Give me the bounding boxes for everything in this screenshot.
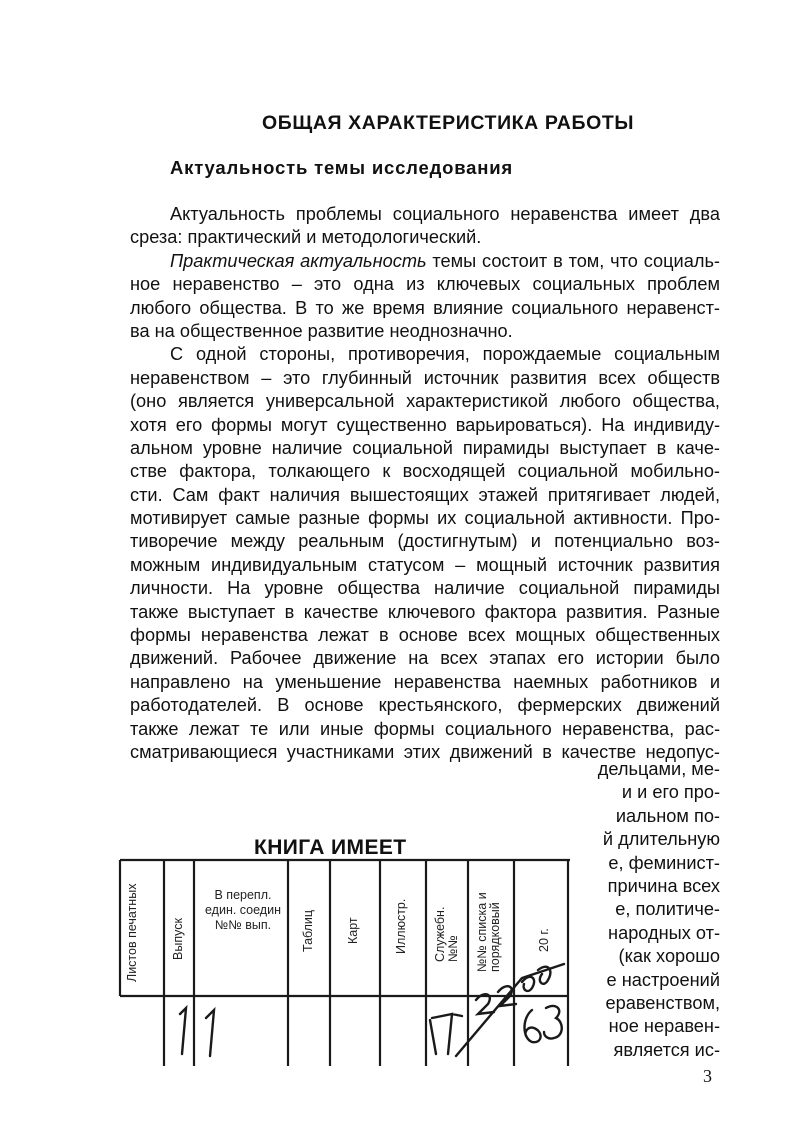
text-line: работодателей. В основе крестьянского, фермерских движений — [130, 695, 720, 716]
text-line-rest: темы состоит в том, что социаль- — [426, 250, 720, 271]
text-fragment: е, политиче- — [615, 899, 720, 920]
text-fragment: причина всех — [607, 875, 720, 896]
text-fragment: (как хорошо — [618, 946, 720, 967]
text-fragment: является ис- — [613, 1039, 720, 1060]
text-line: стве фактора, толкающего к восходящей социальной мобильно- — [130, 461, 720, 482]
stamp-title: КНИГА ИМЕЕТ — [254, 836, 407, 859]
text-line: сматривающиеся участниками этих движений в качестве недопус- — [130, 741, 720, 762]
text-line: также лежат те или иные формы социального неравенства, рас- — [130, 718, 720, 739]
text-line: ное неравенство – это одна из ключевых социальных проблем — [130, 274, 720, 295]
text-line: среза: практический и методологический. — [130, 227, 482, 248]
col-label: Листов печатных — [125, 883, 139, 982]
handwritten-marks — [180, 964, 564, 1056]
hw-diagonal-stroke — [456, 964, 564, 1056]
hw-mark-3 — [430, 1014, 462, 1054]
col-label: Выпуск — [171, 918, 185, 960]
text-fragment: дельцами, ме- — [597, 759, 720, 779]
text-line: также выступает в качестве ключевого фактора развития. Разные — [130, 601, 720, 622]
text-fragment: и и его про- — [621, 782, 720, 803]
body-text — [130, 203, 720, 764]
col-label: Иллюстр. — [394, 898, 408, 954]
page-number: 3 — [703, 1066, 712, 1086]
text-line-italic-lead — [130, 250, 720, 273]
text-line: сти. Сам факт наличия вышестоящих этажей притягивает людей, — [130, 484, 720, 505]
text-line: направлено на уменьшение неравенства наемных работников и — [130, 671, 720, 692]
section-subheading: Актуальность темы исследования — [170, 157, 513, 178]
text-fragment: й длительную — [602, 829, 720, 850]
hw-mark-5 — [525, 1006, 562, 1042]
hw-mark-2 — [206, 1010, 214, 1056]
text-fragment: е настроений — [606, 969, 720, 990]
text-line: Актуальность проблемы социального неравенства имеет два — [170, 204, 720, 224]
section-heading: ОБЩАЯ ХАРАКТЕРИСТИКА РАБОТЫ — [262, 112, 635, 134]
text-line: тиворечие между реальным (достигнутым) и потенциально воз- — [130, 531, 720, 552]
text-line: (оно является универсальной характеристикой любого общества, — [130, 391, 720, 412]
col-label: 20 г. — [537, 928, 551, 952]
text-line: хотя его формы могут существенно варьироваться). На индивиду- — [130, 414, 720, 435]
text-fragment: е, феминист- — [608, 852, 720, 873]
partially-covered-text — [590, 758, 720, 1062]
col-label-wide: В перепл. един. соедин №№ вып. — [204, 888, 281, 932]
col-label: Служебн. №№ — [433, 906, 460, 962]
text-line: любого общества. В то же время влияние социального неравенст- — [130, 297, 720, 318]
col-label: Таблиц — [301, 909, 315, 952]
text-fragment: еравенством, — [605, 992, 720, 1013]
library-stamp — [118, 832, 590, 1072]
text-fragment: народных от- — [608, 922, 720, 943]
text-line: альном уровне наличие социальной пирамиды выступает в каче- — [130, 437, 720, 458]
text-fragment: иальном по- — [615, 805, 720, 826]
text-fragment: ное неравен- — [608, 1016, 720, 1037]
stamp-grid — [118, 832, 590, 1072]
hw-mark-1 — [180, 1008, 186, 1054]
text-line: движений. Рабочее движение на всех этапах его истории было — [130, 648, 720, 669]
text-line: мотивирует самые разные формы их социальной активности. Про- — [130, 508, 720, 529]
text-line: ва на общественное развитие неоднозначно. — [130, 320, 513, 341]
col-label: №№ списка и порядковый — [475, 892, 502, 972]
text-line: формы неравенства лежат в основе всех мощных общественных — [130, 625, 720, 646]
text-line: личности. На уровне общества наличие социальной пирамиды — [130, 578, 720, 599]
text-line: неравенством – это глубинный источник развития всех обществ — [130, 367, 720, 388]
col-label: Карт — [346, 917, 360, 944]
text-line: С одной стороны, противоречия, порождаемые социальным — [170, 344, 720, 365]
italic-lead: Практическая актуальность — [170, 250, 427, 271]
text-line: можным индивидуальным статусом – мощный источник развития — [130, 554, 720, 575]
